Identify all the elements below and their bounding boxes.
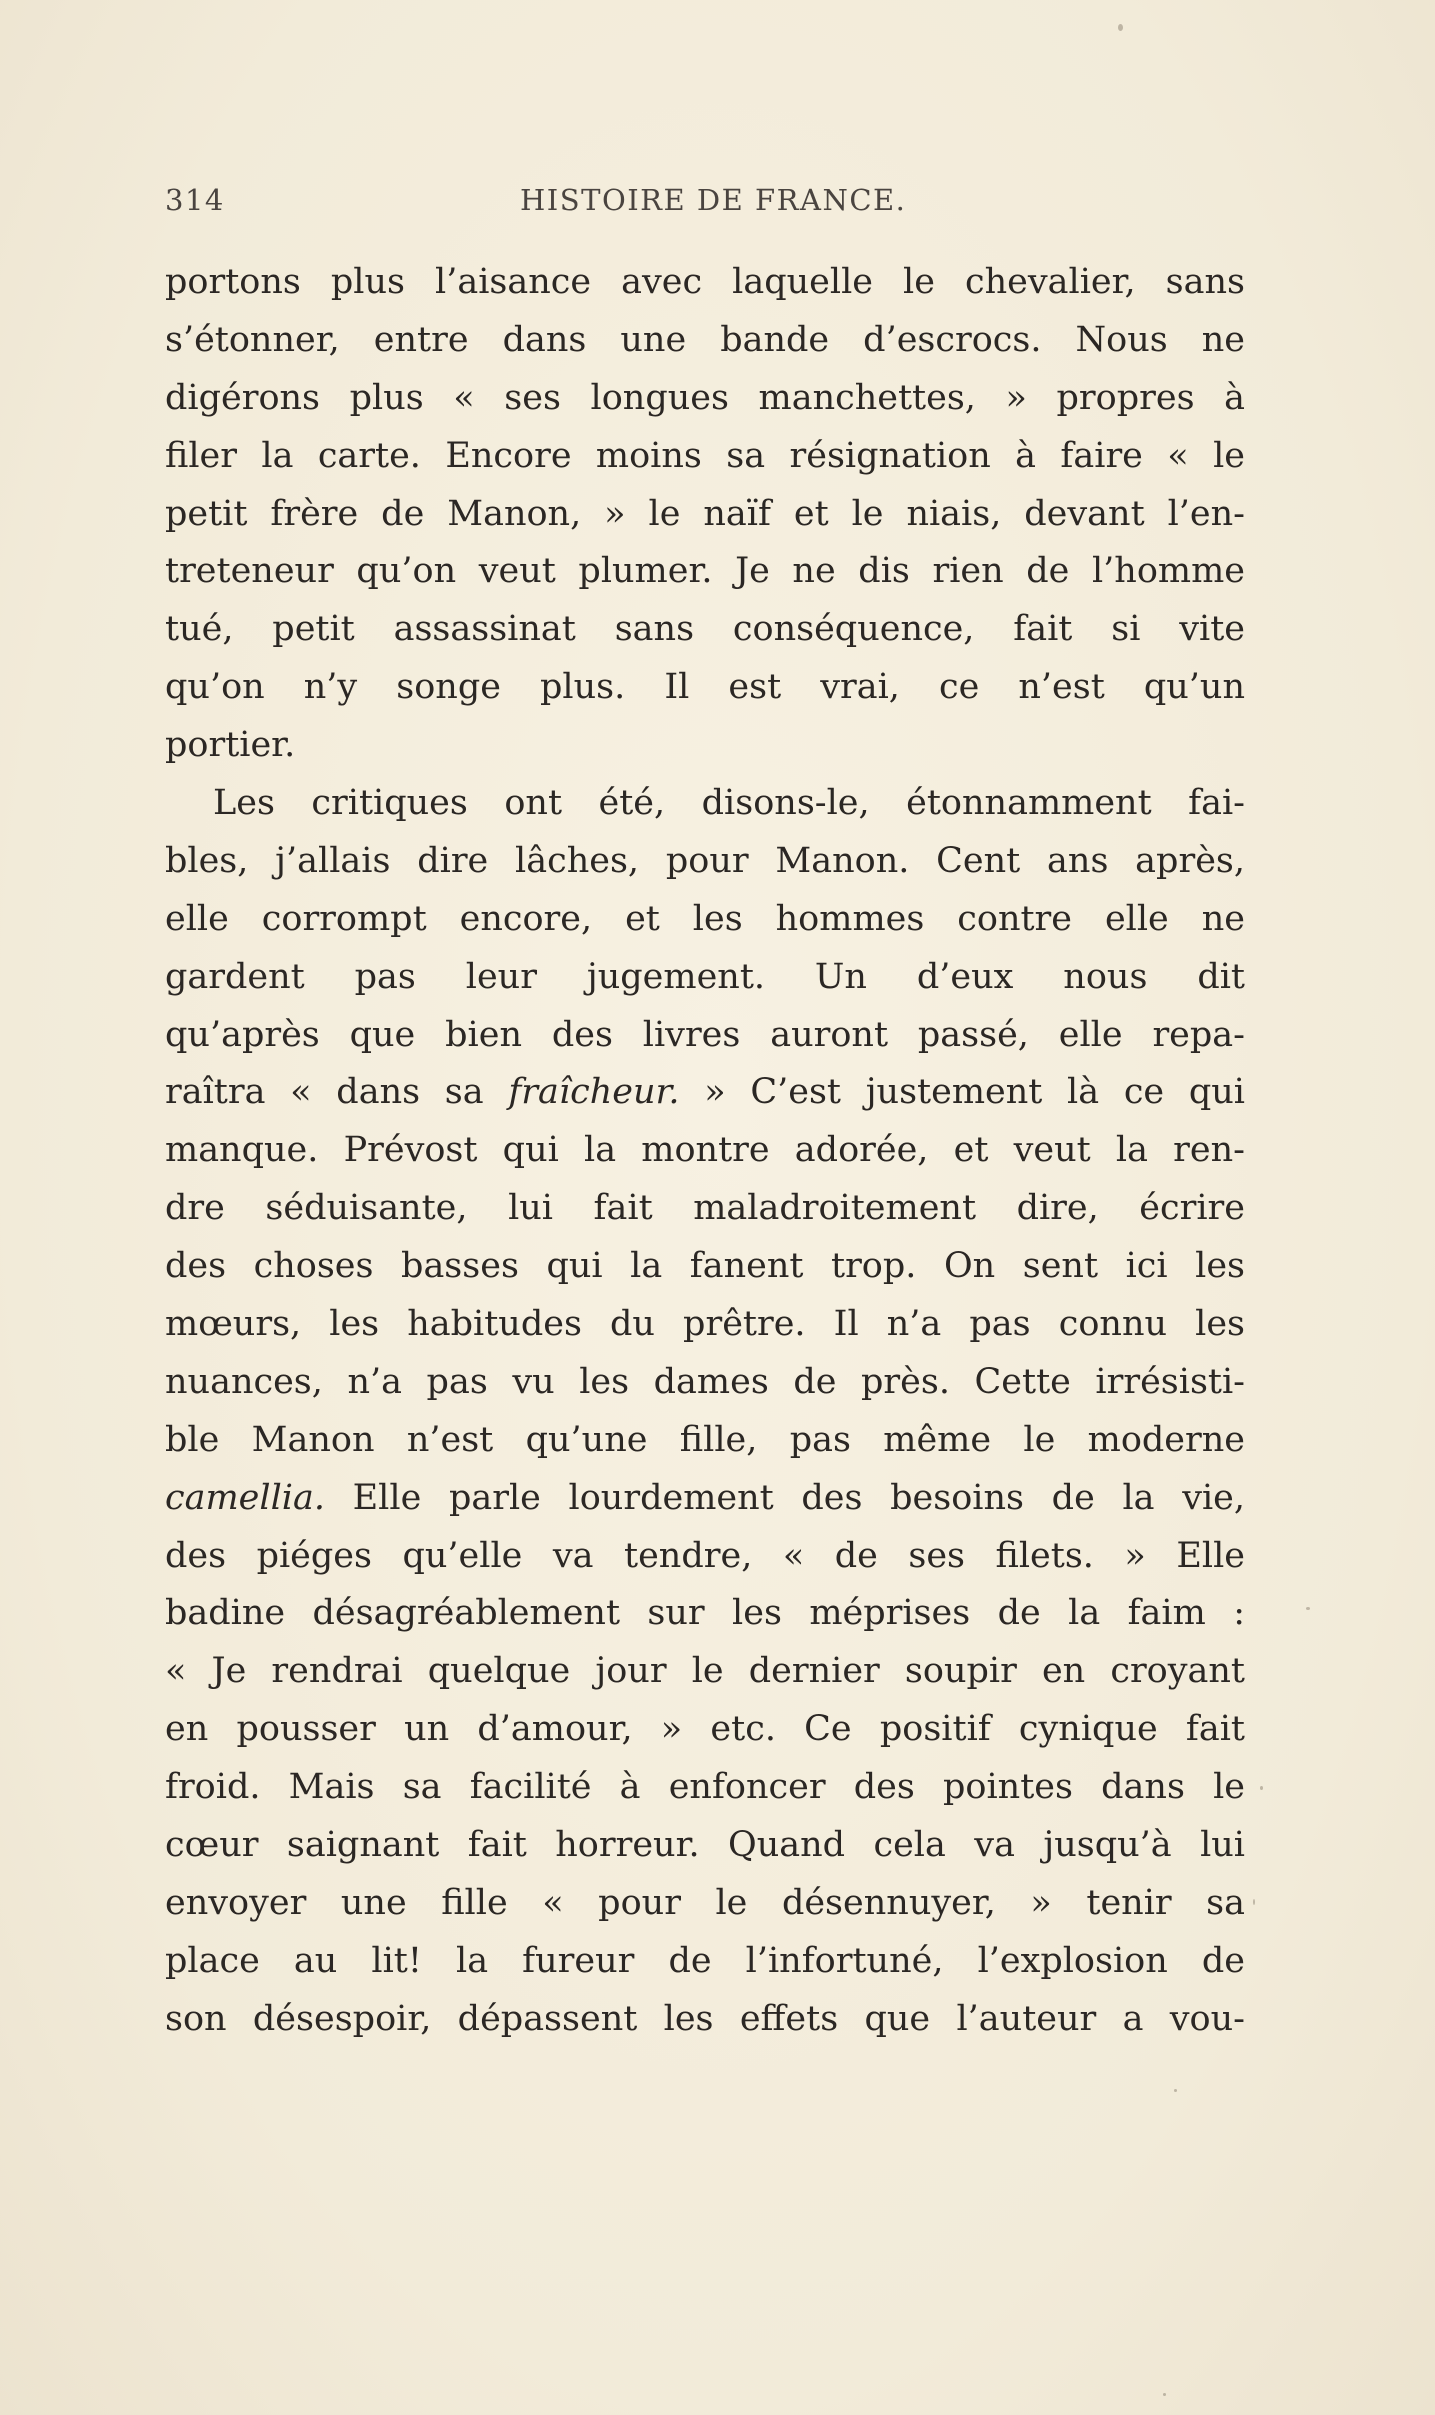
paper-speck (1174, 2089, 1177, 2092)
paper-speck (1306, 1607, 1310, 1610)
page-number: 314 (165, 183, 225, 217)
text-line: petit frère de Manon, » le naïf et le niais, devant l’en- (165, 493, 1245, 534)
text-line: tué, petit assassinat sans conséquence, fait si vite (165, 609, 1245, 650)
text-line: qu’après que bien des livres auront passé, elle repa- (165, 1014, 1245, 1055)
text-line: des piéges qu’elle va tendre, « de ses filets. » Elle (165, 1535, 1245, 1576)
text-line: treteneur qu’on veut plumer. Je ne dis rien de l’homme (165, 551, 1245, 592)
text-line: portier. (165, 725, 296, 766)
italic-word: fraîcheur. (508, 1072, 680, 1113)
text-line: s’étonner, entre dans une bande d’escrocs. Nous ne (165, 319, 1245, 360)
text-line (165, 1470, 1245, 1528)
text-line: froid. Mais sa facilité à enfoncer des pointes dans le (165, 1767, 1245, 1808)
text-line: envoyer une fille « pour le désennuyer, » tenir sa (165, 1882, 1245, 1923)
text-segment: » C’est justement là ce qui (679, 1072, 1246, 1113)
text-line: son désespoir, dépassent les effets que l’auteur a vou- (165, 1998, 1245, 2039)
paragraph-1 (165, 254, 1245, 775)
text-line: bles, j’allais dire lâches, pour Manon. Cent ans après, (165, 840, 1245, 881)
paper-speck (1260, 1786, 1263, 1790)
text-line: badine désagréablement sur les méprises de la faim : (165, 1593, 1245, 1634)
paper-speck (1163, 2393, 1166, 2396)
text-line: dre séduisante, lui fait maladroitement dire, écrire (165, 1188, 1245, 1229)
text-line: place au lit! la fureur de l’infortuné, l’explosion de (165, 1940, 1245, 1981)
running-title: HISTOIRE DE FRANCE. (520, 183, 907, 217)
text-line: qu’on n’y songe plus. Il est vrai, ce n’est qu’un (165, 667, 1245, 708)
text-line: filer la carte. Encore moins sa résignation à faire « le (165, 435, 1245, 476)
text-line: ble Manon n’est qu’une fille, pas même le moderne (165, 1419, 1245, 1460)
text-line: digérons plus « ses longues manchettes, » propres à (165, 377, 1245, 418)
text-line: gardent pas leur jugement. Un d’eux nous dit (165, 956, 1245, 997)
text-line: portons plus l’aisance avec laquelle le chevalier, sans (165, 262, 1245, 302)
text-line: « Je rendrai quelque jour le dernier soupir en croyant (165, 1651, 1245, 1692)
text-line: en pousser un d’amour, » etc. Ce positif cynique fait (165, 1709, 1245, 1750)
text-line: elle corrompt encore, et les hommes contre elle ne (165, 898, 1245, 939)
text-segment: raîtra « dans sa (165, 1072, 509, 1113)
paper-speck (1118, 24, 1123, 31)
text-line: des choses basses qui la fanent trop. On sent ici les (165, 1246, 1245, 1287)
text-line (165, 1064, 1245, 1122)
text-segment: Elle parle lourdement des besoins de la vie, (324, 1477, 1245, 1518)
text-line: nuances, n’a pas vu les dames de près. Cette irrésisti- (165, 1361, 1245, 1402)
text-line: manque. Prévost qui la montre adorée, et veut la ren- (165, 1130, 1245, 1171)
running-header (165, 183, 1245, 223)
paragraph-2 (165, 775, 1245, 2049)
text-line: mœurs, les habitudes du prêtre. Il n’a pas connu les (165, 1304, 1245, 1345)
body-text (165, 254, 1245, 2049)
italic-word: camellia. (165, 1477, 325, 1518)
paper-speck (1253, 1899, 1255, 1905)
text-line: cœur saignant fait horreur. Quand cela va jusqu’à lui (165, 1825, 1245, 1866)
text-line: Les critiques ont été, disons-le, étonnamment fai- (213, 783, 1245, 824)
